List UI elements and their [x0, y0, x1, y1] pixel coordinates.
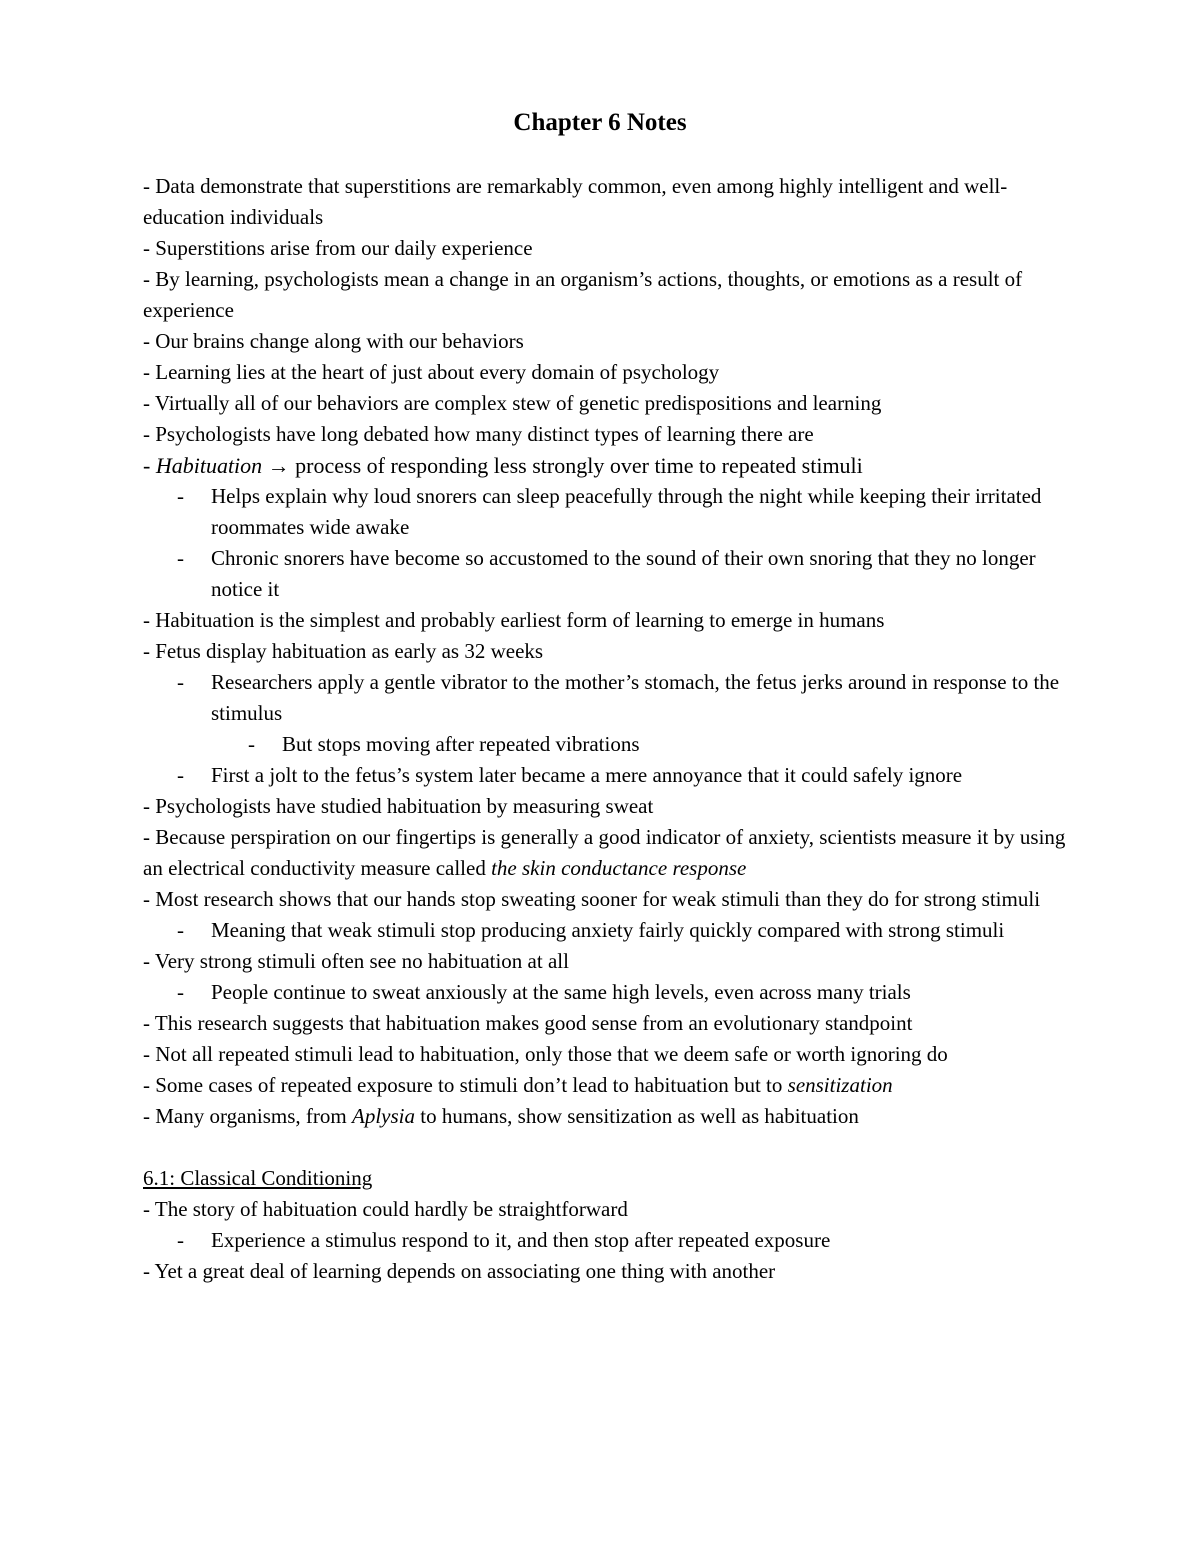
note-line: - Psychologists have studied habituation by measuring sweat — [143, 794, 654, 818]
note-line: - Most research shows that our hands stop sweating sooner for weak stimuli than they do for strong stimuli — [143, 887, 1041, 911]
sub-bullet-dash: - — [177, 980, 184, 1004]
sub-bullet-dash: - — [177, 484, 184, 508]
sub-sub-note — [143, 729, 1068, 760]
note-text: - Many organisms, from — [143, 1104, 353, 1128]
sub-bullet-dash: - — [248, 732, 255, 756]
note-line: - Fetus display habituation as early as 32 weeks — [143, 639, 544, 663]
note-line: - Yet a great deal of learning depends on associating one thing with another — [143, 1259, 776, 1283]
notes-body — [143, 171, 1068, 1287]
sub-note-text: Experience a stimulus respond to it, and then stop after repeated exposure — [211, 1228, 831, 1252]
sub-bullet-dash: - — [177, 918, 184, 942]
sub-bullet-dash: - — [177, 763, 184, 787]
page-title: Chapter 6 Notes — [513, 109, 687, 136]
note-line: - Very strong stimuli often see no habituation at all — [143, 949, 569, 973]
note-line: - By learning, psychologists mean a change in an organism’s actions, thoughts, or emotions as a result of experience — [143, 267, 1023, 322]
term-sensitization: sensitization — [787, 1073, 893, 1097]
note-text: - Some cases of repeated exposure to stimuli don’t lead to habituation but to — [143, 1073, 788, 1097]
note-line: - This research suggests that habituation makes good sense from an evolutionary standpoint — [143, 1011, 913, 1035]
note-line: - The story of habituation could hardly be straightforward — [143, 1197, 628, 1221]
note-line: - Psychologists have long debated how many distinct types of learning there are — [143, 422, 814, 446]
sub-note-text: Meaning that weak stimuli stop producing anxiety fairly quickly compared with strong stimuli — [211, 918, 1005, 942]
sub-bullet-dash: - — [177, 1228, 184, 1252]
note-line: - Data demonstrate that superstitions are remarkably common, even among highly intelligent and well-education individuals — [143, 174, 1008, 229]
sub-note-text: People continue to sweat anxiously at the same high levels, even across many trials — [211, 980, 911, 1004]
sub-bullet-dash: - — [177, 546, 184, 570]
sub-note-text: Researchers apply a gentle vibrator to the mother’s stomach, the fetus jerks around in response to the stimulus — [211, 670, 1060, 725]
note-line: - Superstitions arise from our daily experience — [143, 236, 533, 260]
sub-note-text: Helps explain why loud snorers can sleep peacefully through the night while keeping their irritated roommates wide awake — [211, 484, 1042, 539]
note-line: - Our brains change along with our behaviors — [143, 329, 524, 353]
note-line: - Not all repeated stimuli lead to habituation, only those that we deem safe or worth ignoring do — [143, 1042, 948, 1066]
note-line-skin-conductance — [143, 822, 1068, 884]
note-line: - Habituation is the simplest and probably earliest form of learning to emerge in humans — [143, 608, 885, 632]
term-skin-conductance: the skin conductance response — [491, 856, 747, 880]
sub-note-text: But stops moving after repeated vibrations — [282, 732, 640, 756]
sub-note — [143, 760, 1068, 791]
term-habituation: Habituation — [155, 453, 263, 478]
sub-note — [143, 977, 1068, 1008]
sub-note — [143, 481, 1068, 543]
section-heading: 6.1: Classical Conditioning — [143, 1166, 373, 1190]
note-line: - Learning lies at the heart of just about every domain of psychology — [143, 360, 720, 384]
note-line-aplysia — [143, 1101, 1068, 1132]
note-line: - Virtually all of our behaviors are complex stew of genetic predispositions and learning — [143, 391, 882, 415]
definition-text: → process of responding less strongly over time to repeated stimuli — [262, 453, 863, 478]
note-text: - Because perspiration on our fingertips is generally a good indicator of anxiety, scientists measure it by using an electrical conductivity measure called — [143, 825, 1066, 880]
note-line-sensitization — [143, 1070, 1068, 1101]
sub-note — [143, 543, 1068, 605]
sub-note-text: First a jolt to the fetus’s system later became a mere annoyance that it could safely ignore — [211, 763, 963, 787]
term-aplysia: Aplysia — [352, 1104, 416, 1128]
sub-note-text: Chronic snorers have become so accustomed to the sound of their own snoring that they no longer notice it — [211, 546, 1036, 601]
sub-note — [143, 915, 1068, 946]
blank-line — [143, 1132, 1068, 1163]
note-line-habituation — [143, 450, 1068, 481]
line-prefix: - — [143, 453, 156, 478]
sub-bullet-dash: - — [177, 670, 184, 694]
note-text: to humans, show sensitization as well as habituation — [415, 1104, 859, 1128]
sub-note — [143, 667, 1068, 729]
sub-note — [143, 1225, 1068, 1256]
